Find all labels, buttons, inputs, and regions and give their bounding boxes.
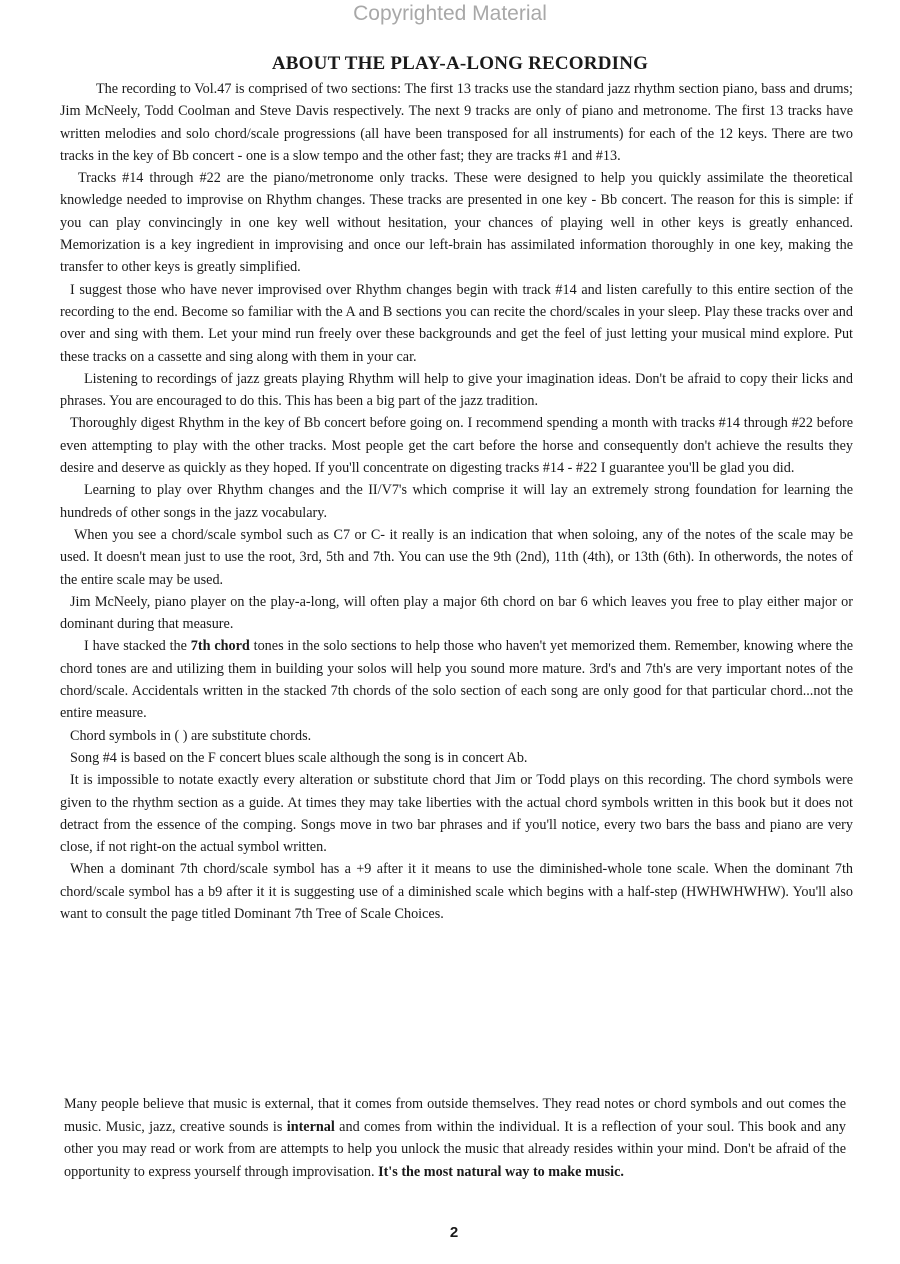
paragraph-intro: The recording to Vol.47 is comprised of two sections: The first 13 tracks use the standard jazz rhythm section piano, bass and drums; Jim McNeely, Todd Coolman and Steve Davis respectively. The next 9 tracks are only of piano and metronome. The first 13 tracks have written melodies and solo chord/scale progressions (all have been transposed for all instruments) for each of the 12 keys. There are two tracks in the key of Bb concert - one is a slow tempo and the other fast; they are tracks #1 and #13. [60,81,853,164]
paragraph-closing [64,1093,846,1183]
paragraph-notation: It is impossible to notate exactly every alteration or substitute chord that Jim or Todd plays on this recording. The chord symbols were given to the rhythm section as a guide. At times they may take liberties with the actual chord symbols written in this book but it does not detract from the essence of the comping. Songs move in two bar phrases and if you'll notice, every two bars the bass and piano are very close, if not right-on the actual symbol written. [60,772,853,856]
paragraph-chord-symbols: When you see a chord/scale symbol such as C7 or C- it really is an indication that when soloing, any of the notes of the scale may be used. It doesn't mean just to use the root, 3rd, 5th and 7th. You can use the 9th (2nd), 11th (4th), or 13th (6th). In otherwords, the notes of the entire scale may be used. [60,526,853,588]
paragraph-stacked-chords [60,635,853,724]
closing-text [64,1093,846,1183]
page-title: ABOUT THE PLAY-A-LONG RECORDING [271,53,649,74]
closing-emphasis: It's the most natural way to make music. [378,1163,624,1180]
paragraph-suggestion: I suggest those who have never improvised over Rhythm changes begin with track #14 and listen carefully to this entire section of the recording to the end. Become so familiar with the A and B sections you can recite the chord/scales in your sleep. Play these tracks over and over and sing with them. Let your mind run freely over these backgrounds and get the feel of just letting your musical mind explore. Put these tracks on a cassette and sing along with them in your car. [60,281,853,365]
stacked-rest: tones in the solo sections to help those who haven't yet memorized them. Remember, knowing where the chord tones are and utilizing them in building your solos will help you sound more mature. 3rd's and 7th's are very important notes of the chord/scale. Accidentals written in the stacked 7th chords of the solo section of each song are only good for that particular chord...not the entire measure. [60,638,853,722]
body-text [60,78,853,925]
copyright-watermark: Copyrighted Material [353,2,547,25]
paragraph-dominant: When a dominant 7th chord/scale symbol has a +9 after it it means to use the diminished-whole tone scale. When the dominant 7th chord/scale symbol has a b9 after it it is suggesting use of a diminished scale which begins with a half-step (HWHWHWHW). You'll also want to consult the page titled Dominant 7th Tree of Scale Choices. [60,861,853,922]
page-number: 2 [449,1224,459,1241]
paragraph-digest: Thoroughly digest Rhythm in the key of Bb concert before going on. I recommend spending a month with tracks #14 through #22 before even attempting to play with the other tracks. Most people get the cart before the horse and consequently don't achieve the results they desire and deserve as quickly as they hoped. If you'll concentrate on digesting tracks #14 - #22 I guarantee you'll be glad you did. [60,415,853,477]
paragraph-mcneely: Jim McNeely, piano player on the play-a-long, will often play a major 6th chord on bar 6 which leaves you free to play either major or dominant during that measure. [60,593,853,633]
closing-middle: and comes from within the individual. It is a reflection of your soul. This book and any other you may read or work from are attempts to help you unlock the music that already resides within your mind. Don't be afraid of the opportunity to express yourself through improvisation. [64,1118,846,1180]
internal-emphasis: internal [286,1118,335,1135]
paragraph-substitute: Chord symbols in ( ) are substitute chords. [70,727,312,744]
paragraph-song-4: Song #4 is based on the F concert blues scale although the song is in concert Ab. [70,749,528,766]
paragraph-learning: Learning to play over Rhythm changes and the II/V7's which comprise it will lay an extremely strong foundation for learning the hundreds of other songs in the jazz vocabulary. [60,482,853,521]
paragraph-tracks-14-22: Tracks #14 through #22 are the piano/metronome only tracks. These were designed to help you quickly assimilate the theoretical knowledge needed to improvise on Rhythm changes. These tracks are presented in one key - Bb concert. The reason for this is simple: if you can play convincingly in one key well without hesitation, your chances of playing well in other keys is greatly enhanced. Memorization is a key ingredient in improvising and once our left-brain has assimilated information thoroughly in one key, making the transfer to other keys is greatly simplified. [60,170,853,276]
closing-intro: Many people believe that music is external, that it comes from outside themselves. They read notes or chord symbols and out comes the music. Music, jazz, creative sounds is [64,1096,846,1135]
stacked-intro: I have stacked the [84,638,191,655]
paragraph-listening: Listening to recordings of jazz greats playing Rhythm will help to give your imagination ideas. Don't be afraid to copy their licks and phrases. You are encouraged to do this. This has been a big part of the jazz tradition. [60,370,853,410]
seventh-chord-emphasis: 7th chord [190,638,250,655]
